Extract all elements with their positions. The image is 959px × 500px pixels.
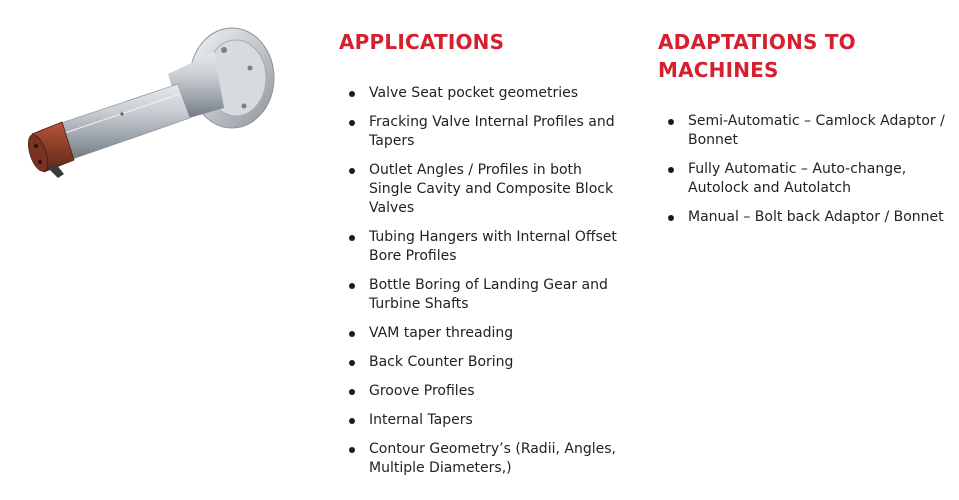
list-item — [339, 324, 629, 343]
list-item-text: Semi-Automatic – Camlock Adaptor / Bonnet — [688, 113, 945, 148]
list-item-text: Tubing Hangers with Internal Offset Bore Profiles — [369, 229, 617, 264]
list-item — [339, 353, 629, 372]
list-item — [339, 84, 629, 103]
adaptations-section — [658, 28, 948, 237]
bullet-icon — [668, 215, 674, 221]
list-item-text: VAM taper threading — [369, 325, 514, 341]
bullet-icon — [668, 167, 674, 173]
list-item-text: Internal Tapers — [369, 412, 473, 428]
list-item — [339, 440, 629, 478]
bullet-icon — [668, 119, 674, 125]
list-item-text: Fully Automatic – Auto-change, Autolock and Autolatch — [688, 161, 907, 196]
list-item — [339, 411, 629, 430]
list-item-text: Bottle Boring of Landing Gear and Turbine Shafts — [369, 277, 608, 312]
adaptations-heading: ADAPTATIONS TO MACHINES — [658, 30, 856, 82]
tool-shaft — [52, 84, 190, 162]
bullet-icon — [349, 91, 355, 97]
bullet-icon — [349, 418, 355, 424]
list-item — [339, 161, 629, 218]
list-item — [339, 228, 629, 266]
list-item-text: Fracking Valve Internal Profiles and Tapers — [369, 114, 615, 149]
list-item-text: Outlet Angles / Profiles in both Single Cavity and Composite Block Valves — [369, 162, 614, 216]
applications-section — [339, 28, 629, 488]
applications-list — [339, 84, 629, 478]
list-item — [658, 208, 948, 227]
list-item-text: Valve Seat pocket geometries — [369, 85, 578, 101]
bullet-icon — [349, 360, 355, 366]
adaptations-list — [658, 112, 948, 227]
list-item-text: Contour Geometry’s (Radii, Angles, Multiple Diameters,) — [369, 441, 616, 476]
boring-tool-image — [18, 22, 288, 182]
list-item — [658, 112, 948, 150]
list-item-text: Groove Profiles — [369, 383, 475, 399]
bullet-icon — [349, 447, 355, 453]
list-item-text: Back Counter Boring — [369, 354, 514, 370]
bullet-icon — [349, 120, 355, 126]
applications-heading: APPLICATIONS — [339, 30, 505, 54]
list-item — [339, 382, 629, 401]
bullet-icon — [349, 331, 355, 337]
list-item — [339, 113, 629, 151]
bullet-icon — [349, 283, 355, 289]
bullet-icon — [349, 235, 355, 241]
list-item — [658, 160, 948, 198]
list-item-text: Manual – Bolt back Adaptor / Bonnet — [688, 209, 944, 225]
bullet-icon — [349, 389, 355, 395]
list-item — [339, 276, 629, 314]
bullet-icon — [349, 168, 355, 174]
